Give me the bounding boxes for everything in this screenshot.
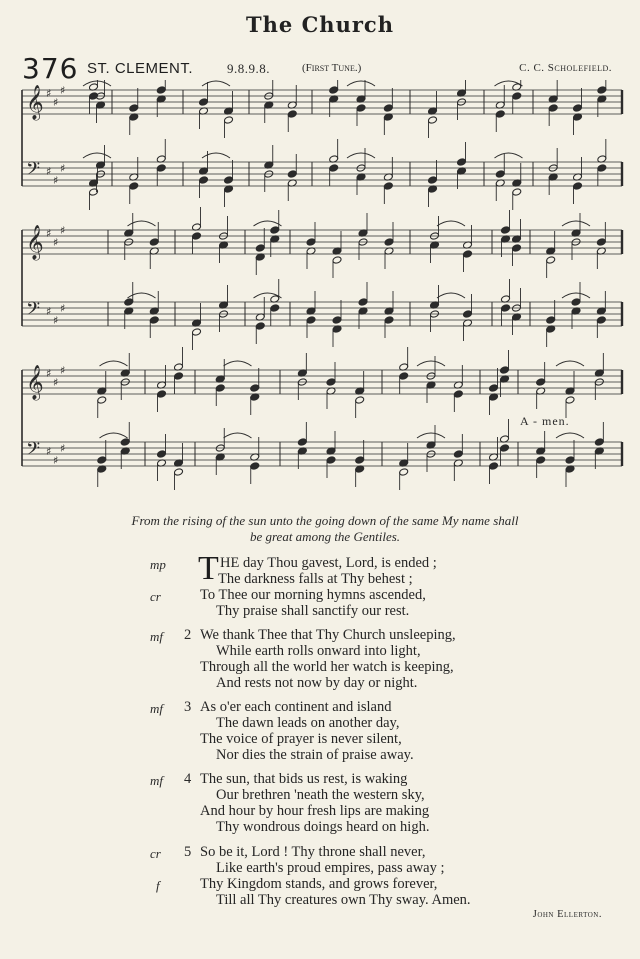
- running-head: The Church: [246, 12, 394, 37]
- tie-slur: [224, 361, 252, 366]
- tie-slur: [202, 153, 230, 158]
- meter: 9.8.9.8.: [227, 61, 270, 76]
- note-head: [453, 390, 463, 398]
- hymn-number: 376: [22, 52, 79, 85]
- note-head: [250, 384, 260, 392]
- sharp-sign: ♯: [46, 305, 52, 318]
- composer: C. C. Scholefield.: [519, 62, 612, 74]
- tie-slur: [128, 221, 156, 226]
- note-head: [255, 322, 265, 330]
- note-head: [89, 188, 99, 196]
- note-head: [548, 104, 558, 112]
- sharp-sign: ♯: [60, 364, 66, 377]
- sharp-sign: ♯: [60, 162, 66, 175]
- sharp-sign: ♯: [46, 227, 52, 240]
- note-head: [500, 444, 510, 452]
- music-score: [0, 80, 640, 500]
- hymn-header: [22, 52, 622, 85]
- verse-line: While earth rolls onward into light,: [216, 643, 421, 659]
- treble-clef: 𝄞: [26, 365, 44, 400]
- verse-line: Thy Kingdom stands, and grows forever,: [200, 876, 438, 892]
- sharp-sign: ♯: [46, 367, 52, 380]
- note-head: [192, 328, 202, 336]
- sharp-sign: ♯: [60, 302, 66, 315]
- note-head: [500, 366, 510, 374]
- sharp-sign: ♯: [46, 445, 52, 458]
- tie-slur: [254, 221, 282, 226]
- tie-slur: [495, 81, 523, 86]
- note-head: [428, 176, 438, 184]
- tie-slur: [495, 153, 523, 158]
- note-head: [332, 256, 342, 264]
- bass-clef: 𝄢: [26, 299, 41, 324]
- note-head: [287, 110, 297, 118]
- note-head: [512, 92, 522, 100]
- dynamic-mark: mf: [150, 701, 163, 716]
- tie-slur: [83, 153, 111, 158]
- note-head: [250, 462, 260, 470]
- verse-line: Thy praise shall sanctify our rest.: [216, 603, 410, 619]
- note-head: [495, 110, 505, 118]
- note-head: [129, 104, 139, 112]
- note-head: [495, 170, 505, 178]
- sharp-sign: ♯: [60, 224, 66, 237]
- note-head: [355, 456, 365, 464]
- sharp-sign: ♯: [46, 87, 52, 100]
- note-head: [149, 316, 159, 324]
- tie-slur: [128, 293, 156, 298]
- note-head: [306, 316, 316, 324]
- note-head: [97, 456, 107, 464]
- note-head: [355, 396, 365, 404]
- note-head: [384, 238, 394, 246]
- note-head: [306, 238, 316, 246]
- tie-slur: [556, 433, 584, 438]
- tie-slur: [417, 361, 445, 366]
- verse-number: 4: [184, 771, 192, 787]
- verse-line: Like earth's proud empires, pass away ;: [216, 860, 445, 876]
- dynamic-mark: f: [156, 878, 160, 893]
- note-head: [573, 104, 583, 112]
- note-head: [356, 104, 366, 112]
- note-head: [157, 390, 167, 398]
- note-head: [428, 116, 438, 124]
- note-head: [192, 232, 202, 240]
- verse-line: Till all Thy creatures own Thy sway. Amen.: [216, 892, 471, 908]
- note-head: [215, 384, 225, 392]
- verse-line: The sun, that bids us rest, is waking: [200, 771, 408, 787]
- note-head: [463, 250, 473, 258]
- note-head: [512, 244, 522, 252]
- verse-line: We thank Thee that Thy Church unsleeping,: [200, 627, 456, 643]
- note-head: [501, 304, 511, 312]
- sharp-sign: ♯: [53, 376, 59, 389]
- note-head: [597, 164, 607, 172]
- verse-line: Through all the world her watch is keeping,: [200, 659, 454, 675]
- dynamic-mark: cr: [150, 589, 161, 604]
- note-head: [546, 256, 556, 264]
- verse-number: 3: [184, 699, 192, 715]
- note-head: [156, 164, 166, 172]
- tie-slur: [556, 361, 584, 366]
- note-head: [489, 462, 499, 470]
- sharp-sign: ♯: [53, 236, 59, 249]
- note-head: [463, 310, 473, 318]
- note-head: [453, 450, 463, 458]
- note-head: [358, 298, 368, 306]
- treble-clef: 𝄞: [26, 85, 44, 120]
- epigraph-line-1: From the rising of the sun unto the going down of the same My name shall: [131, 513, 519, 528]
- note-head: [199, 176, 209, 184]
- note-head: [512, 188, 522, 196]
- tie-slur: [202, 81, 230, 86]
- tie-slur: [437, 221, 465, 226]
- note-head: [399, 468, 409, 476]
- tie-slur: [562, 221, 590, 226]
- verse-line: HE day Thou gavest, Lord, is ended ;: [220, 555, 437, 571]
- note-head: [157, 450, 167, 458]
- tie-slur: [347, 153, 375, 158]
- tie-slur: [224, 433, 252, 438]
- note-head: [457, 158, 467, 166]
- note-head: [270, 226, 280, 234]
- sharp-sign: ♯: [60, 84, 66, 97]
- note-head: [332, 316, 342, 324]
- note-head: [546, 316, 556, 324]
- sharp-sign: ♯: [46, 165, 52, 178]
- note-head: [326, 456, 336, 464]
- verse-line: To Thee our morning hymns ascended,: [200, 587, 426, 603]
- epigraph: [40, 513, 610, 545]
- note-head: [224, 176, 234, 184]
- note-head: [156, 86, 166, 94]
- note-head: [597, 86, 607, 94]
- verse-line: The dawn leads on another day,: [216, 715, 400, 731]
- note-head: [224, 116, 234, 124]
- note-head: [287, 170, 297, 178]
- note-head: [571, 298, 581, 306]
- verse-line: So be it, Lord ! Thy throne shall never,: [200, 844, 426, 860]
- sharp-sign: ♯: [53, 96, 59, 109]
- note-head: [573, 182, 583, 190]
- note-head: [129, 182, 139, 190]
- tune-note: (First Tune.): [302, 62, 362, 74]
- tie-slur: [254, 293, 282, 298]
- tie-slur: [100, 361, 128, 366]
- note-head: [174, 468, 184, 476]
- dynamic-mark: mp: [150, 557, 166, 572]
- verse-line: Our brethren 'neath the western sky,: [216, 787, 425, 803]
- note-head: [501, 226, 511, 234]
- verse-1-dropcap: T: [198, 550, 219, 587]
- sharp-sign: ♯: [60, 442, 66, 455]
- note-head: [297, 438, 307, 446]
- note-head: [383, 182, 393, 190]
- sharp-sign: ♯: [53, 314, 59, 327]
- treble-clef: 𝄞: [26, 225, 44, 260]
- tie-slur: [100, 433, 128, 438]
- dynamic-mark: mf: [150, 629, 163, 644]
- amen-label: A - men.: [520, 414, 570, 428]
- note-head: [383, 104, 393, 112]
- verse-line: Thy wondrous doings heard on high.: [216, 819, 430, 835]
- tie-slur: [347, 81, 375, 86]
- note-head: [489, 384, 499, 392]
- verse-line: The darkness falls at Thy behest ;: [218, 571, 413, 587]
- note-head: [199, 98, 209, 106]
- note-head: [174, 372, 184, 380]
- note-head: [255, 244, 265, 252]
- verse-line: As o'er each continent and island: [200, 699, 392, 715]
- tie-slur: [562, 293, 590, 298]
- tie-slur: [437, 293, 465, 298]
- note-head: [149, 238, 159, 246]
- epigraph-line-2: be great among the Gentiles.: [249, 529, 401, 544]
- verse-line: And rests not now by day or night.: [216, 675, 418, 691]
- note-head: [384, 316, 394, 324]
- verse-line: The voice of prayer is never silent,: [200, 731, 402, 747]
- verse-line: And hour by hour fresh lips are making: [200, 803, 430, 819]
- note-head: [565, 396, 575, 404]
- verse-number: 5: [184, 844, 192, 860]
- tie-slur: [417, 433, 445, 438]
- note-head: [120, 438, 130, 446]
- note-head: [329, 164, 339, 172]
- bass-clef: 𝄢: [26, 159, 41, 184]
- note-head: [124, 298, 134, 306]
- tune-name: ST. CLEMENT.: [87, 60, 194, 77]
- note-head: [565, 456, 575, 464]
- note-head: [594, 438, 604, 446]
- dynamic-mark: mf: [150, 773, 163, 788]
- verse-number: 2: [184, 627, 192, 643]
- note-head: [329, 86, 339, 94]
- note-head: [97, 396, 107, 404]
- verse-line: Nor dies the strain of praise away.: [216, 747, 414, 763]
- note-head: [536, 378, 546, 386]
- bass-clef: 𝄢: [26, 439, 41, 464]
- note-head: [399, 372, 409, 380]
- note-head: [536, 456, 546, 464]
- note-head: [596, 316, 606, 324]
- note-head: [270, 304, 280, 312]
- dynamic-mark: cr: [150, 846, 161, 861]
- note-head: [596, 238, 606, 246]
- sharp-sign: ♯: [53, 174, 59, 187]
- author-credit: John Ellerton.: [532, 909, 602, 920]
- sharp-sign: ♯: [53, 454, 59, 467]
- note-head: [326, 378, 336, 386]
